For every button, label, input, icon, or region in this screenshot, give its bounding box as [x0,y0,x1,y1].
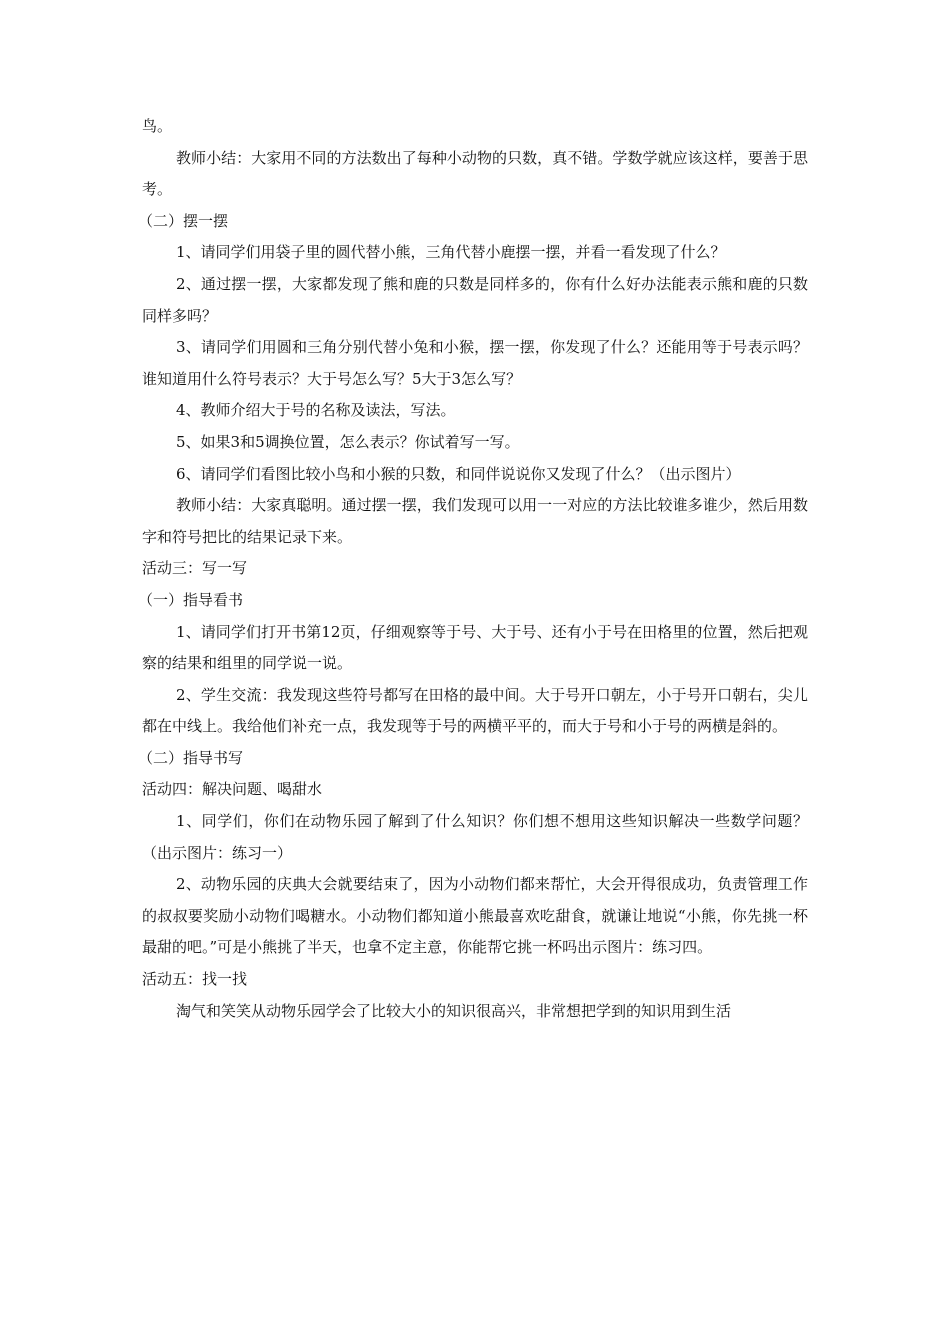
paragraph-step-6: 6、请同学们看图比较小鸟和小猴的只数，和同伴说说你又发现了什么？（出示图片） [176,464,741,483]
activity-heading-5: 活动五：找一找 [142,970,248,989]
paragraph-step-1: 1、请同学们用袋子里的圆代替小熊，三角代替小鹿摆一摆，并看一看发现了什么？ [176,243,726,262]
paragraph-step-2: 2、通过摆一摆，大家都发现了熊和鹿的只数是同样多的，你有什么好办法能表示熊和鹿的只数同样多吗？ [142,274,808,325]
activity-heading-3: 活动三：写一写 [142,559,248,578]
section-heading-reading: （一）指导看书 [138,590,244,609]
paragraph-reading-2: 2、学生交流：我发现这些符号都写在田格的最中间。大于号开口朝左，小于号开口朝右，尖儿都在中线上。我给他们补充一点，我发现等于号的两横平平的，而大于号和小于号的两横是斜的。 [142,685,808,736]
paragraph-problem-1: 1、同学们，你们在动物乐园了解到了什么知识？你们想不想用这些知识解决一些数学问题？（出示图片：练习一） [142,812,808,862]
paragraph-problem-2: 2、动物乐园的庆典大会就要结束了，因为小动物们都来帮忙，大会开得很成功，负责管理工作的叔叔要奖励小动物们喝糖水。小动物们都知道小熊最喜欢吃甜食，就谦让地说“小熊，你先挑一杯最甜的吧。”可是小熊挑了半天，也拿不定主意，你能帮它挑一杯吗出示图片：练习四。 [142,875,808,957]
paragraph-step-3: 3、请同学们用圆和三角分别代替小兔和小猴，摆一摆，你发现了什么？还能用等于号表示吗？谁知道用什么符号表示？大于号怎么写？5大于3怎么写？ [142,338,808,388]
section-heading-arrange: （二）摆一摆 [138,211,229,230]
activity-heading-4: 活动四：解决问题、喝甜水 [142,780,323,799]
paragraph-continuation: 鸟。 [142,117,173,135]
paragraph-teacher-summary-2: 教师小结：大家真聪明。通过摆一摆，我们发现可以用一一对应的方法比较谁多谁少，然后用数字和符号把比的结果记录下来。 [142,496,808,546]
section-heading-writing: （二）指导书写 [138,748,244,767]
paragraph-step-5: 5、如果3和5调换位置，怎么表示？你试着写一写。 [176,432,520,451]
paragraph-step-4: 4、教师介绍大于号的名称及读法，写法。 [176,401,456,420]
paragraph-find-1: 淘气和笑笑从动物乐园学会了比较大小的知识很高兴，非常想把学到的知识用到生活 [176,1001,732,1020]
document-body [138,111,808,1027]
paragraph-reading-1: 1、请同学们打开书第12页，仔细观察等于号、大于号、还有小于号在田格里的位置，然后把观察的结果和组里的同学说一说。 [142,622,808,673]
paragraph-teacher-summary-1: 教师小结：大家用不同的方法数出了每种小动物的只数，真不错。学数学就应该这样，要善于思考。 [142,148,808,199]
